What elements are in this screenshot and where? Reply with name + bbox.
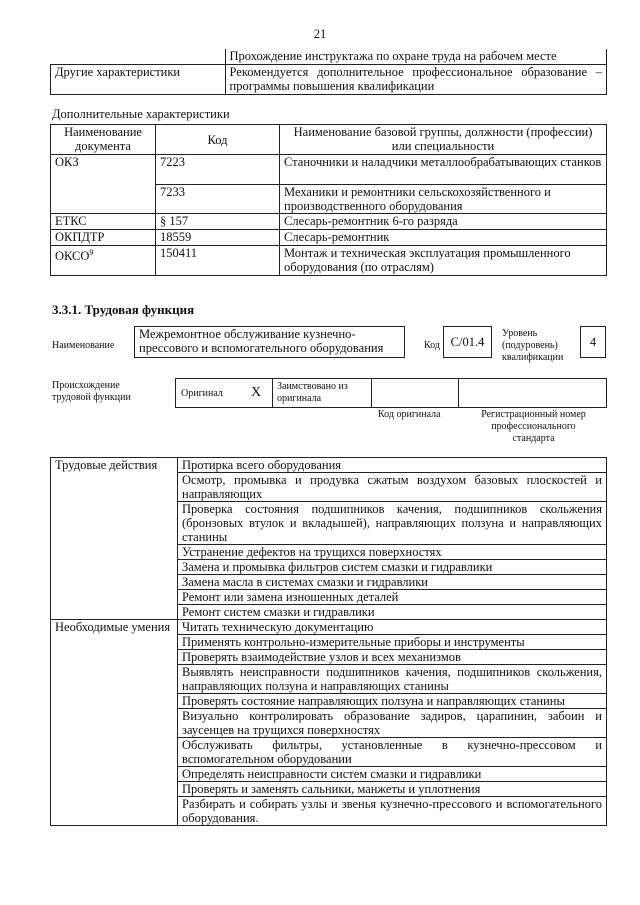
list-item: Протирка всего оборудования bbox=[178, 458, 607, 473]
table-row: ОКСО$^9$ 150411 Монтаж и техническая эксплуатация промышленного оборудования (по отраслям) bbox=[51, 246, 607, 276]
divider bbox=[371, 378, 372, 408]
footnote-mark: 9 bbox=[89, 248, 94, 257]
other-characteristics-value: Рекомендуется дополнительное профессиональное образование – программы повышения квалификации bbox=[225, 65, 607, 95]
divider bbox=[458, 378, 459, 408]
table-row: ОКПДТР 18559 Слесарь-ремонтник bbox=[51, 230, 607, 246]
table-row: 7233 Механики и ремонтники сельскохозяйственного и производственного оборудования bbox=[51, 184, 607, 214]
divider bbox=[272, 378, 273, 408]
table-row: ОКЗ 7223 Станочники и наладчики металлообрабатывающих станков bbox=[51, 155, 607, 185]
function-heading: 3.3.1. Трудовая функция bbox=[52, 302, 195, 317]
list-item: Визуально контролировать образование задиров, царапинин, забоин и заусенцев на трущихся поверхностях bbox=[178, 709, 607, 738]
list-item: Обслуживать фильтры, установленные в кузнечно-прессовом и вспомогательном оборудовании bbox=[178, 738, 607, 767]
name-label: Наименование bbox=[52, 340, 115, 351]
origin-label: Происхождение трудовой функции bbox=[52, 380, 131, 403]
list-item: Замена и промывка фильтров систем смазки и гидравлики bbox=[178, 560, 607, 575]
original-mark: X bbox=[251, 385, 262, 400]
list-item: Применять контрольно-измерительные приборы и инструменты bbox=[178, 635, 607, 650]
header-doc: Наименование документа bbox=[51, 125, 156, 155]
list-item: Проверять и заменять сальники, манжеты и уплотнения bbox=[178, 782, 607, 797]
list-item: Осмотр, промывка и продувка сжатым воздухом базовых плоскостей и направляющих bbox=[178, 473, 607, 502]
list-item: Замена масла в системах смазки и гидравлики bbox=[178, 575, 607, 590]
original-label: Оригинал bbox=[181, 388, 223, 399]
list-item: Проверять взаимодействие узлов и всех механизмов bbox=[178, 650, 607, 665]
borrowed-label: Заимствовано из оригинала bbox=[277, 381, 348, 404]
list-item: Выявлять неисправности подшипников качения, подшипников скольжения, направляющих ползуна и направляющих станины bbox=[178, 665, 607, 694]
other-characteristics-table bbox=[50, 49, 607, 95]
additional-table bbox=[50, 124, 607, 276]
reg-number-caption: Регистрационный номер профессионального стандарта bbox=[481, 409, 586, 444]
briefing-cell: Прохождение инструктажа по охране труда на рабочем месте bbox=[225, 49, 607, 65]
skills-label: Необходимые умения bbox=[51, 620, 178, 826]
code-label: Код bbox=[424, 340, 440, 351]
list-item: Определять неисправности систем смазки и гидравлики bbox=[178, 767, 607, 782]
actions-label: Трудовые действия bbox=[51, 458, 178, 620]
list-item: Проверять состояние направляющих ползуна и направляющих станины bbox=[178, 694, 607, 709]
origin-box bbox=[175, 378, 607, 408]
list-item: Проверка состояния подшипников качения, подшипников скольжения (бронзовых втулок и вкладышей), направляющих ползуна и направляющих станины bbox=[178, 502, 607, 545]
header-code: Код bbox=[156, 125, 280, 155]
list-item: Ремонт или замена изношенных деталей bbox=[178, 590, 607, 605]
list-item: Разбирать и собирать узлы и звенья кузнечно-прессового и вспомогательного оборудования. bbox=[178, 797, 607, 826]
level-value: 4 bbox=[580, 326, 606, 358]
level-label: Уровень (подуровень) квалификации bbox=[502, 328, 564, 363]
function-code: С/01.4 bbox=[443, 326, 492, 358]
function-name: Межремонтное обслуживание кузнечно-прессового и вспомогательного оборудования bbox=[134, 326, 405, 358]
list-item: Читать техническую документацию bbox=[178, 620, 607, 635]
other-characteristics-label: Другие характеристики bbox=[51, 65, 226, 95]
page-number: 21 bbox=[313, 27, 327, 41]
list-item: Ремонт систем смазки и гидравлики bbox=[178, 605, 607, 620]
list-item: Устранение дефектов на трущихся поверхностях bbox=[178, 545, 607, 560]
function-details-table bbox=[50, 457, 607, 826]
code-original-caption: Код оригинала bbox=[378, 409, 441, 420]
header-name: Наименование базовой группы, должности (профессии) или специальности bbox=[280, 125, 607, 155]
table-row: ЕТКС § 157 Слесарь-ремонтник 6-го разряда bbox=[51, 214, 607, 230]
additional-heading: Дополнительные характеристики bbox=[52, 107, 230, 121]
